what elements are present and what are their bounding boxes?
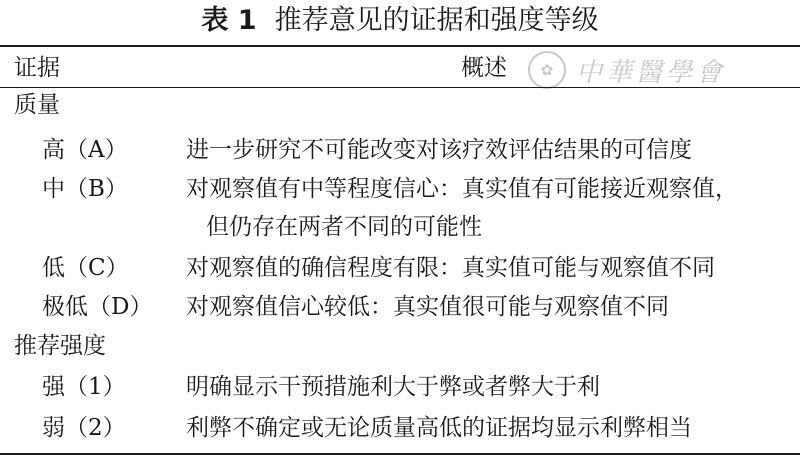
top-rule (0, 45, 800, 47)
desc-moderate: 对观察值有中等程度信心：真实值有可能接近观察值， (186, 176, 738, 202)
level-weak: 弱（2） (42, 415, 126, 441)
desc-very-low: 对观察值信心较低：真实值很可能与观察值不同 (186, 294, 669, 320)
table-title (0, 4, 800, 38)
section-quality: 质量 (14, 92, 60, 118)
header-rule (0, 87, 800, 88)
desc-moderate-continued: 但仍存在两者不同的可能性 (206, 214, 482, 240)
publisher-watermark (528, 48, 726, 92)
desc-high: 进一步研究不可能改变对该疗效评估结果的可信度 (186, 137, 692, 163)
desc-low: 对观察值的确信程度有限：真实值可能与观察值不同 (186, 255, 715, 281)
level-strong: 强（1） (42, 374, 126, 400)
level-very-low: 极低（D） (42, 294, 153, 320)
level-moderate: 中（B） (42, 176, 128, 202)
table-number: 表 1 (201, 5, 257, 36)
seal-icon: ✿ (528, 51, 566, 89)
section-strength: 推荐强度 (14, 333, 106, 359)
table-title-text: 推荐意见的证据和强度等级 (274, 5, 599, 36)
level-low: 低（C） (42, 255, 129, 281)
header-evidence: 证据 (14, 55, 60, 81)
level-high: 高（A） (42, 137, 128, 163)
desc-strong: 明确显示干预措施利大于弊或者弊大于利 (186, 374, 600, 400)
bottom-rule (0, 453, 800, 455)
watermark-text: 中華醫學會 (576, 57, 727, 88)
desc-weak: 利弊不确定或无论质量高低的证据均显示利弊相当 (186, 415, 692, 441)
header-summary: 概述 (461, 55, 507, 81)
